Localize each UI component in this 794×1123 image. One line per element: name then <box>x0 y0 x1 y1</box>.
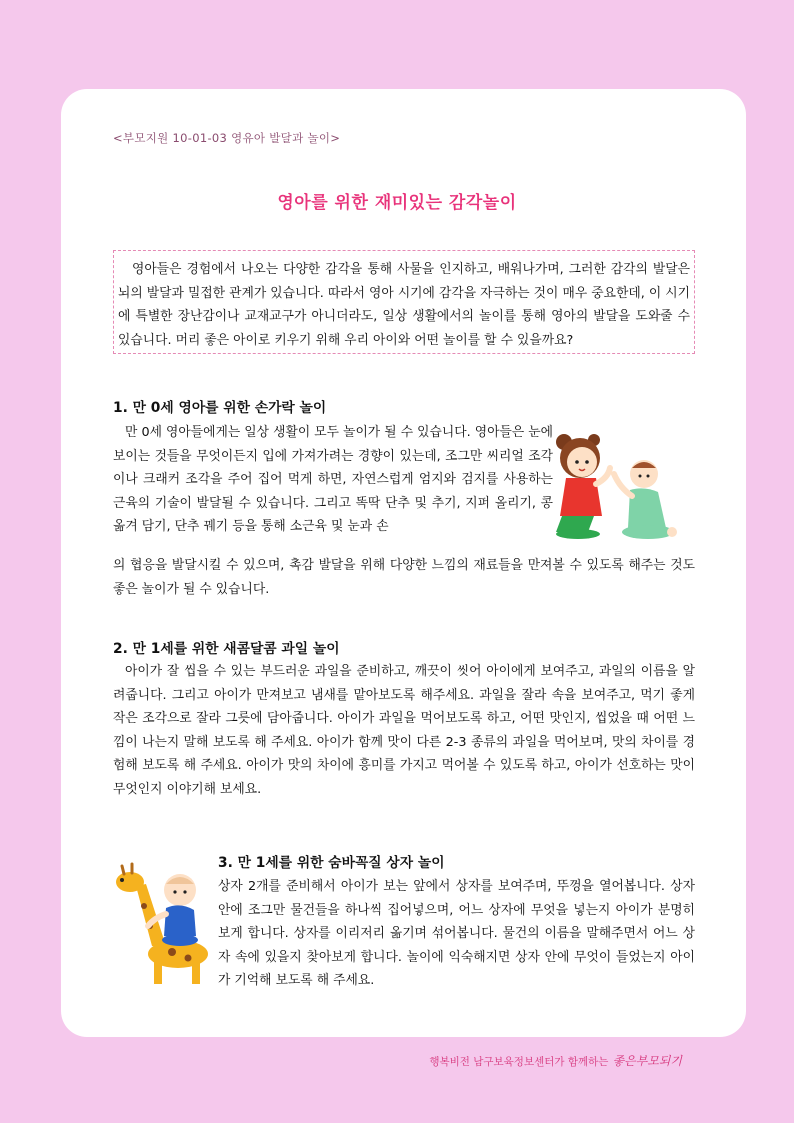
document-reference: <부모지원 10-01-03 영유아 발달과 놀이> <box>113 131 341 145</box>
section-3-heading: 3. 만 1세를 위한 숨바꼭질 상자 놀이 <box>218 855 445 871</box>
intro-text: 영아들은 경험에서 나오는 다양한 감각을 통해 사물을 인지하고, 배워나가며, 그러한 감각의 발달은 뇌의 발달과 밀접한 관계가 있습니다. 따라서 영아 시기에 감각을 자극하는 것이 매우 중요한데, 이 시기에 특별한 장난감이나 교재교구가 아니더라도, 일상 생활에서의 놀이를 통해 영아의 발달을 도와줄 수 있습니다. 머리 좋은 아이로 키우기 위해 우리 아이와 어떤 놀이를 할 수 있을까요? <box>118 262 690 348</box>
girl-and-baby-clapping-illustration <box>548 428 684 543</box>
footer-brand: 좋은부모되기 <box>612 1054 682 1068</box>
section-1-body-wrapped: 만 0세 영아들에게는 일상 생활이 모두 놀이가 될 수 있습니다. 영아들은 눈에 보이는 것들을 무엇이든지 입에 가져가려는 경향이 있는데, 조그만 씨리얼 조각이나 크래커 조각을 주어 집어 먹게 하면, 자연스럽게 엄지와 검지를 사용하는 근육의 기술이 발달될 수 있습니다. 그리고 똑딱 단추 및 추기, 지퍼 올리기, 콩 옮겨 담기, 단추 꿰기 등을 통해 소근육 및 눈과 손 <box>113 425 553 535</box>
section-3-body: 상자 2개를 준비해서 아이가 보는 앞에서 상자를 보여주며, 뚜껑을 열어봅니다. 상자 안에 조그만 물건들을 하나씩 집어넣으며, 어느 상자에 무엇을 넣는지 아이가 분명히 보게 합니다. 상자를 이리저리 옮기며 섞어봅니다. 물건의 이름을 말해주면서 어느 상자 속에 있을지 찾아보게 합니다. 놀이에 익숙해지면 상자 안에 무엇이 들었는지 아이가 기억해 보도록 해 주세요. <box>218 879 695 989</box>
section-1-body-full: 의 협응을 발달시킬 수 있으며, 촉감 발달을 위해 다양한 느낌의 재료들을 만져볼 수 있도록 해주는 것도 좋은 놀이가 될 수 있습니다. <box>113 558 695 597</box>
intro-box <box>113 250 695 354</box>
section-2-heading: 2. 만 1세를 위한 새콤달콤 과일 놀이 <box>113 641 340 657</box>
page-title: 영아를 위한 재미있는 감각놀이 <box>277 193 517 213</box>
section-2-body: 아이가 잘 씹을 수 있는 부드러운 과일을 준비하고, 깨끗이 씻어 아이에게 보여주고, 과일의 이름을 알려줍니다. 그리고 아이가 만져보고 냄새를 맡아보도록 해주세요. 과일을 잘라 속을 보여주고, 먹기 좋게 작은 조각으로 잘라 그릇에 담아줍니다. 아이가 과일을 먹어보도록 하고, 어떤 맛인지, 씹었을 때 어떤 느낌이 나는지 말해 보도록 해 주세요. 아이가 함께 맛이 다른 2-3 종류의 과일을 먹어보며, 맛의 차이를 경험해 보도록 해 주세요. 아이가 맛의 차이에 흥미를 가지고 먹어볼 수 있도록 하고, 아이가 선호하는 맛이 무엇인지 이야기해 보세요. <box>113 664 695 797</box>
baby-on-giraffe-illustration <box>108 856 216 988</box>
footer-text: 행복비전 남구보육정보센터가 함께하는 <box>429 1056 609 1068</box>
section-1-heading: 1. 만 0세 영아를 위한 손가락 놀이 <box>113 400 327 416</box>
footer <box>429 1052 682 1069</box>
